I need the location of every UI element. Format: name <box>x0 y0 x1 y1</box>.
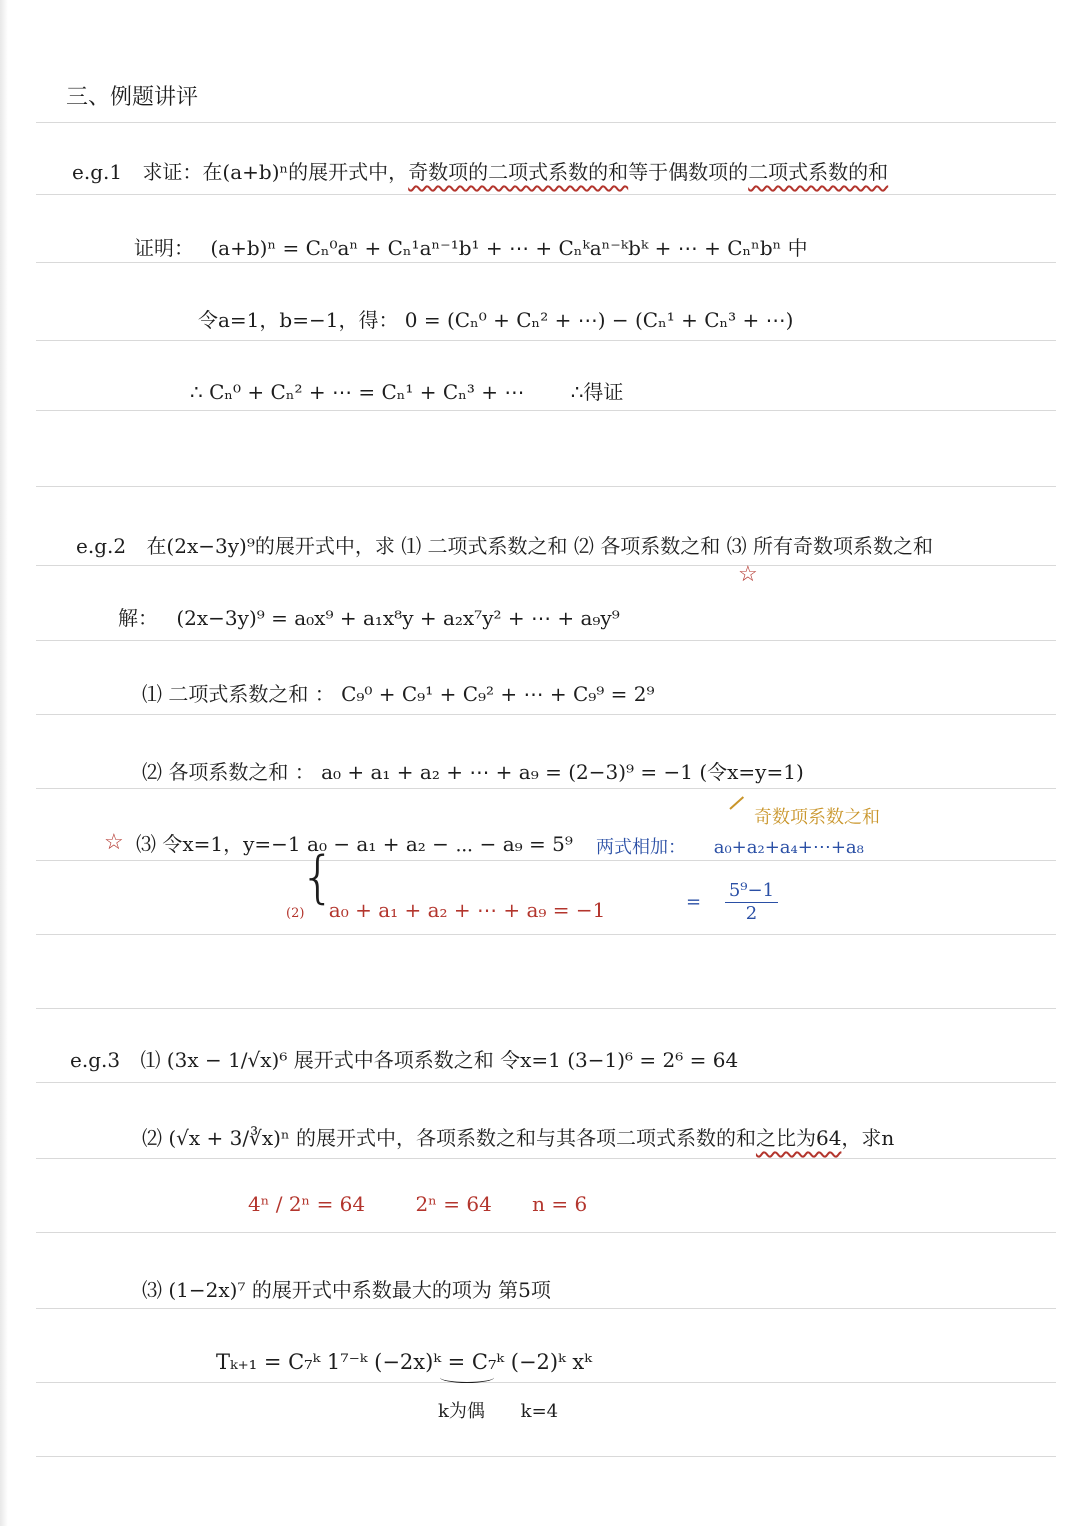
ruled-line <box>36 1456 1056 1457</box>
eg1-question <box>72 158 888 186</box>
eg1-mid: 等于偶数项的 <box>628 160 749 184</box>
red-eq2: 2ⁿ = 64 <box>415 1192 492 1216</box>
blue-sum-line <box>596 834 864 862</box>
blue-fraction <box>725 880 778 925</box>
eg2-part2: ⑵ 各项系数之和 ： a₀ + a₁ + a₂ + ⋯ + a₉ = (2−3)⁹ = −1 (令x=y=1) <box>142 760 804 784</box>
eg3-part2-end: ，求n <box>841 1126 895 1150</box>
eg1-emphasis-odd: 奇数项的二项式系数的和 <box>408 160 629 184</box>
ruled-line <box>36 122 1056 123</box>
eg2-part1: ⑴ 二项式系数之和 ： C₉⁰ + C₉¹ + C₉² + ⋯ + C₉⁹ = 2⁹ <box>142 682 655 706</box>
ruled-line <box>36 934 1056 935</box>
ruled-line <box>36 860 1056 861</box>
section-title: 三、例题讲评 <box>66 85 199 110</box>
eg2-prompt: 在(2x−3y)⁹的展开式中，求 ⑴ 二项式系数之和 ⑵ 各项系数之和 ⑶ 所有奇数项系数之和 <box>146 534 933 558</box>
eg2-part3-tag: (2) <box>286 906 305 921</box>
eg3-part1 <box>70 1046 738 1074</box>
eg2-expansion: (2x−3y)⁹ = a₀x⁹ + a₁x⁸y + a₂x⁷y² + ⋯ + a₉y⁹ <box>176 606 620 630</box>
ruled-line <box>36 262 1056 263</box>
red-eq1: 4ⁿ / 2ⁿ = 64 <box>248 1192 366 1216</box>
eg1-proof-line3 <box>190 378 623 406</box>
eg3-part3: ⑶ (1−2x)⁷ 的展开式中系数最大的项为 第5项 <box>142 1278 551 1302</box>
gold-annotation: 奇数项系数之和 <box>754 807 880 828</box>
ruled-line <box>36 714 1056 715</box>
eg3-part2-emphasis: 之比为64 <box>755 1126 842 1150</box>
ruled-line <box>36 1082 1056 1083</box>
eg3-notes <box>438 1398 558 1426</box>
curly-brace: { <box>300 845 336 910</box>
note-k-value: k=4 <box>520 1401 559 1422</box>
eg3-part1-text: ⑴ (3x − 1/√x)⁶ 展开式中各项系数之和 令x=1 (3−1)⁶ = 2⁶ = 64 <box>140 1048 739 1072</box>
ruled-line <box>36 340 1056 341</box>
star-icon: ☆ <box>738 562 758 587</box>
eg1-emphasis-even: 二项式系数的和 <box>748 160 889 184</box>
eg3-general-term: Tₖ₊₁ = C₇ᵏ 1⁷⁻ᵏ (−2x)ᵏ = C₇ᵏ (−2)ᵏ xᵏ <box>216 1350 592 1374</box>
ruled-line <box>36 1158 1056 1159</box>
fraction-numerator: 5⁹−1 <box>725 880 778 903</box>
ruled-line <box>36 565 1056 566</box>
eg2-part3-second <box>286 896 605 928</box>
eg1-proof-line1 <box>134 234 808 262</box>
eg3-part2-text: ⑵ (√x + 3/∛x)ⁿ 的展开式中，各项系数之和与其各项二项式系数的和 <box>142 1126 756 1150</box>
eg3-red-work <box>248 1190 587 1218</box>
ruled-line <box>36 1308 1056 1309</box>
eg3-label: e.g.3 <box>70 1048 121 1072</box>
eg2-part3: ⑶ 令x=1，y=−1 a₀ − a₁ + a₂ − ⋯ − a₉ = 5⁹ <box>136 832 573 856</box>
star-icon: ☆ <box>104 830 124 855</box>
ruled-line <box>36 410 1056 411</box>
note-k-even: k为偶 <box>438 1401 485 1422</box>
ruled-line <box>36 486 1056 487</box>
eg3-part2 <box>142 1124 894 1152</box>
fraction-denominator: 2 <box>745 903 758 924</box>
eg1-prompt: 求证：在(a+b)ⁿ的展开式中， <box>142 160 409 184</box>
eg2-solution <box>118 604 620 632</box>
blue-equals: = <box>686 891 702 913</box>
eg1-label: e.g.1 <box>72 160 123 184</box>
ruled-line <box>36 1382 1056 1383</box>
ruled-line <box>36 640 1056 641</box>
eg1-proof-end: ∴得证 <box>570 380 624 404</box>
proof-label: 证明： <box>134 236 194 260</box>
ruled-line <box>36 1008 1056 1009</box>
binomial-expansion: (a+b)ⁿ = Cₙ⁰aⁿ + Cₙ¹aⁿ⁻¹b¹ + ⋯ + Cₙᵏaⁿ⁻ᵏbᵏ + ⋯ + Cₙⁿbⁿ 中 <box>210 236 808 260</box>
blue-result <box>686 880 778 925</box>
red-eq3: n = 6 <box>532 1192 588 1216</box>
eg1-proof-line2: 令a=1，b=−1，得： 0 = (Cₙ⁰ + Cₙ² + ⋯) − (Cₙ¹ + Cₙ³ + ⋯) <box>198 308 794 332</box>
ruled-line <box>36 1232 1056 1233</box>
eg1-conclusion: ∴ Cₙ⁰ + Cₙ² + ⋯ = Cₙ¹ + Cₙ³ + ⋯ <box>190 380 525 404</box>
eg2-label: e.g.2 <box>76 534 127 558</box>
eg2-question <box>76 532 933 560</box>
under-brace <box>440 1372 494 1383</box>
blue-label: 两式相加： <box>596 837 686 858</box>
arrow-icon <box>729 796 744 810</box>
blue-sum: a₀+a₂+a₄+⋯+a₈ <box>713 837 864 858</box>
ruled-line <box>36 194 1056 195</box>
ruled-line <box>36 788 1056 789</box>
eg2-part3-eq2: a₀ + a₁ + a₂ + ⋯ + a₉ = −1 <box>328 898 606 922</box>
solution-label: 解： <box>118 606 158 630</box>
